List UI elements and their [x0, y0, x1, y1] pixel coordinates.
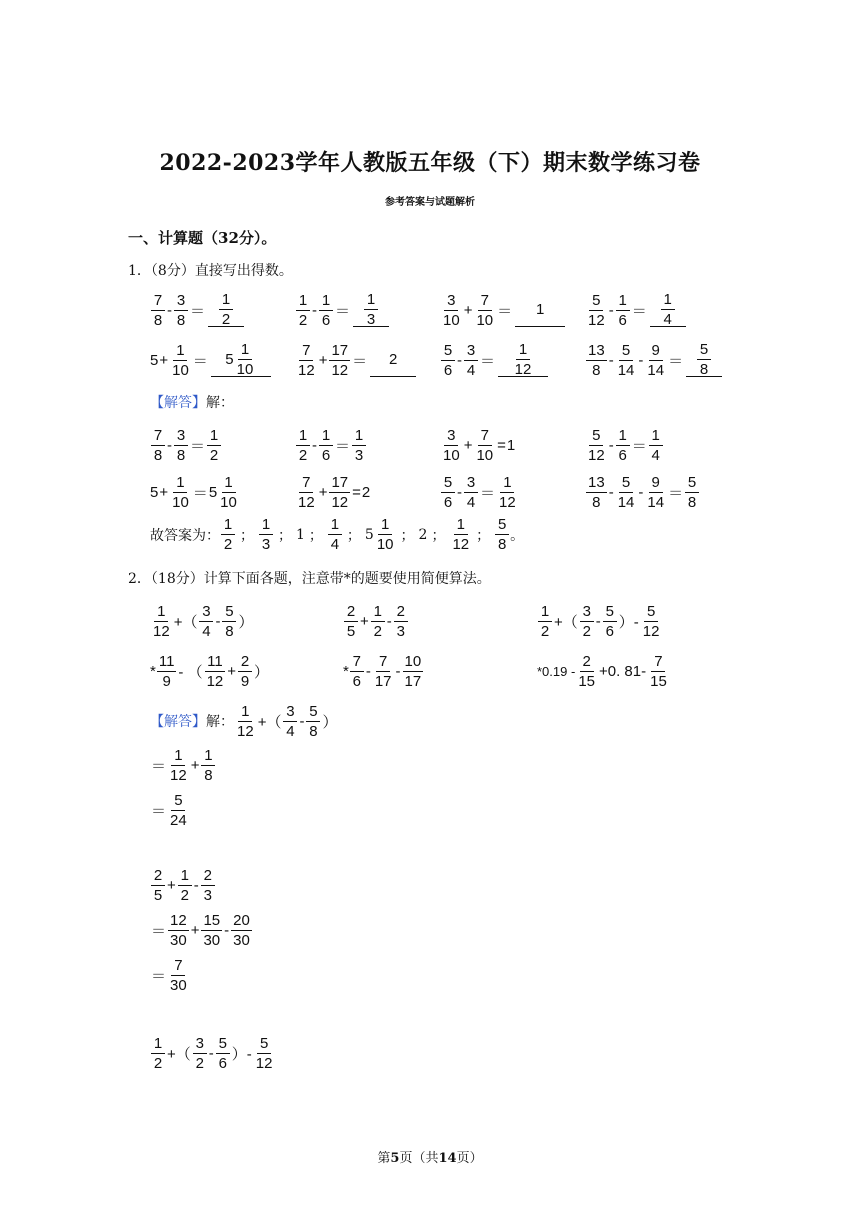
q2-problem-6: *0.19 - 2 15 +0. 81- 7 15 — [537, 652, 667, 690]
answer-summary: 故答案为： 1 2 ； 1 3 ； 1 ； 1 4 ； 5 1 10 ； 2 ； 1 12 ； 5 8 。 — [150, 516, 525, 553]
q1-problem-6: 7 12 + $\frac{17}{12}$ ＝ 2 — [295, 340, 416, 380]
q2-problem-5: * 7 6 - 7 17 - 10 17 — [343, 652, 422, 690]
section-heading: 一、计算题（32分）。 — [128, 229, 277, 247]
q1-solution-1: 7 8 - 3 8 ＝ 1 2 — [150, 425, 222, 465]
q1-problem-5: 5 + $\frac{1}{10}$ ＝ 5 1 10 — [150, 340, 271, 380]
q2-problem-2: 2 5 + $\frac{1}{2}$ - 2 3 — [343, 600, 409, 642]
question-1-prompt: 1．（8分）直接写出得数。 — [128, 263, 293, 279]
fraction: 3 8 — [174, 293, 188, 328]
q1-solution-6: 7 12 + $\frac{17}{12}$ = 2 — [298, 473, 371, 511]
q1-problem-2: 1 2 - 1 6 ＝ 1 3 — [295, 290, 389, 330]
q2-step: 2 5 + $\frac{1}{2}$ - 2 3 — [150, 865, 216, 905]
q1-solution-7: 5 6 - 3 4 ＝ 1 12 — [440, 472, 519, 512]
answer-blank: 2 — [370, 344, 416, 377]
q1-solution-3: 3 10 + $\frac{7}{10}$ = 1 — [443, 426, 516, 464]
answer-blank: 5 1 10 — [211, 344, 271, 377]
q1-solution-2: 1 2 - 1 6 ＝ 1 3 — [295, 425, 367, 465]
q1-solution-5: 5 + $\frac{1}{10}$ ＝ 5 1 10 — [150, 473, 237, 511]
answer-header: 【解答】解： — [150, 395, 234, 411]
q2-step: ＝ 12 30 + $\frac{15}{30}$ - 20 30 — [151, 911, 250, 949]
fraction: 7 8 — [151, 293, 165, 328]
q1-problem-1: 7 8 - 3 8 ＝ 1 2 — [150, 290, 244, 330]
q2-step: 1 2 +（ 3 2 - 5 6 ）- 5 12 — [150, 1033, 275, 1073]
q2-step: ＝ 7 30 — [151, 956, 187, 994]
q1-problem-3: 3 10 + $\frac{7}{10}$ ＝ 1 — [440, 290, 565, 330]
q1-problem-7: 5 6 - 3 4 ＝ 1 12 — [440, 340, 548, 380]
answer-blank: 1 4 — [650, 294, 686, 327]
page-footer: 第5页（共14页） — [377, 1151, 483, 1166]
q2-problem-3: 1 2 +（ 3 2 - 5 6 ）- 5 12 — [537, 600, 662, 642]
question-2-prompt: 2．（18分）计算下面各题，注意带*的题要使用简便算法。 — [128, 571, 491, 587]
answer-blank: 5 8 — [686, 344, 722, 377]
q1-solution-8: 13 8 - 5 14 - 9 14 ＝ 5 8 — [585, 472, 700, 512]
answer-blank: 1 — [515, 294, 565, 327]
q2-problem-1: 1 12 +（ 3 4 - 5 8 ） — [153, 602, 254, 640]
q2-step: ＝ 1 12 + $\frac{1}{8}$ — [150, 745, 216, 785]
q2-problem-4: * 11 9 - （ 11 12 + $\frac{2}{9}$ ） — [150, 652, 270, 690]
page-subtitle: 参考答案与试题解析 — [385, 197, 475, 208]
q2-answer-header: 【解答】 解： 1 12 +（ 3 4 - 5 8 ） — [150, 702, 338, 740]
answer-blank: 1 12 — [498, 344, 548, 377]
answer-blank: 1 3 — [353, 294, 389, 327]
q2-step: ＝ 5 24 — [151, 791, 187, 829]
q1-problem-8: 13 8 - 5 14 - 9 14 ＝ 5 8 — [585, 340, 722, 380]
page-title: 2022-2023学年人教版五年级（下）期末数学练习卷 — [159, 150, 701, 176]
q1-problem-4: 5 12 - 1 6 ＝ 1 4 — [585, 290, 686, 330]
q1-solution-4: 5 12 - 1 6 ＝ 1 4 — [585, 425, 664, 465]
answer-blank: 1 2 — [208, 294, 244, 327]
